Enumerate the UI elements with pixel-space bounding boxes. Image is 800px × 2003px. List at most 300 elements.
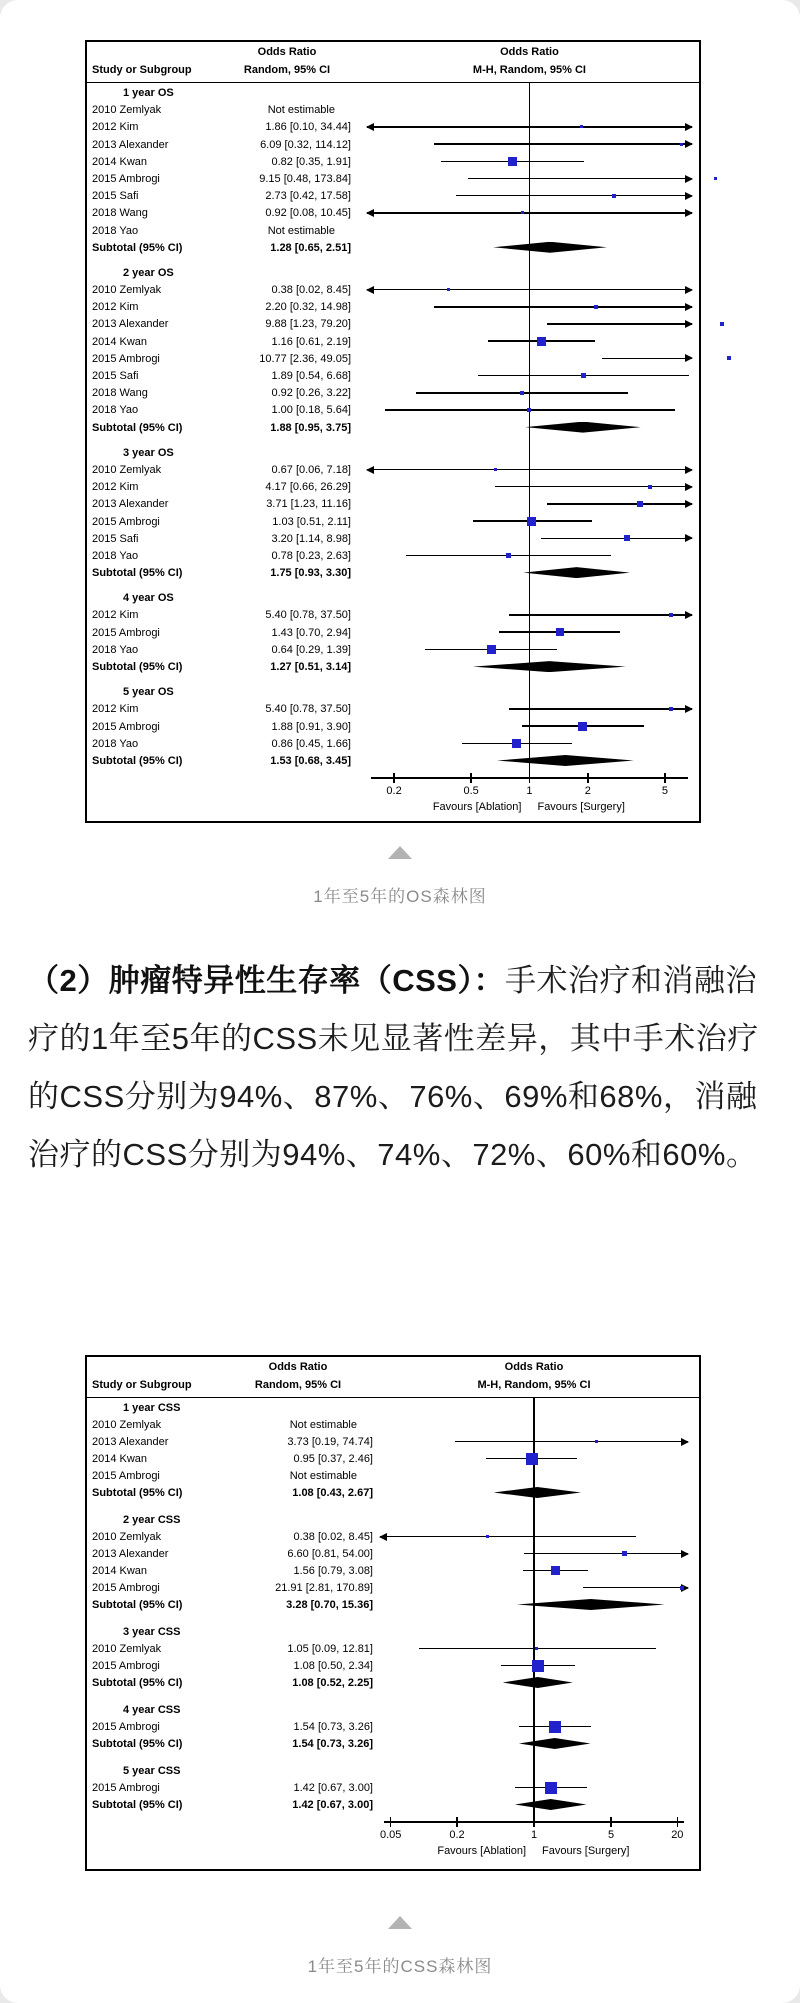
ci-line (541, 538, 692, 540)
point-estimate-square (648, 485, 652, 489)
point-estimate-square (526, 1453, 538, 1465)
plot-header (87, 1357, 699, 1398)
study-label: 2012 Kim (92, 481, 139, 494)
study-label: 2015 Ambrogi (92, 515, 160, 528)
pooled-diamond (493, 242, 607, 253)
study-row (87, 1718, 699, 1735)
axis-tick-label: 1 (526, 785, 533, 798)
study-row (87, 281, 699, 298)
study-row (87, 298, 699, 315)
subgroup-header-row (87, 264, 699, 281)
effect-estimate-text: 1.42 [0.67, 3.00] (292, 1799, 373, 1811)
effect-estimate-text: 0.67 [0.06, 7.18] (271, 463, 351, 476)
study-label: 2015 Ambrogi (92, 1721, 160, 1733)
ci-arrow-right (685, 123, 693, 131)
study-row (87, 1562, 699, 1579)
ci-line (455, 1441, 688, 1443)
ci-line (602, 358, 692, 360)
study-row (87, 1640, 699, 1657)
study-label: 2018 Wang (92, 387, 148, 400)
study-row (87, 1416, 699, 1433)
subgroup-header-row (87, 1701, 699, 1718)
study-label: 2013 Alexander (92, 1548, 169, 1560)
plot-rows (87, 84, 699, 769)
ci-arrow-left (366, 209, 374, 217)
pooled-diamond (503, 1677, 573, 1688)
study-label: 2018 Wang (92, 207, 148, 220)
study-label: Subtotal (95% CI) (92, 1738, 183, 1750)
study-label: 2012 Kim (92, 301, 139, 314)
point-estimate-square (624, 535, 630, 541)
axis-tick-label: 0.5 (463, 785, 479, 798)
ci-arrow-right (685, 483, 693, 491)
ci-arrow-right (685, 705, 693, 713)
study-label: 2015 Ambrogi (92, 1582, 160, 1594)
plot-column-title: Odds Ratio (504, 1361, 564, 1373)
effect-estimate-text: 4.17 [0.66, 26.29] (265, 481, 351, 494)
point-estimate-square (727, 356, 731, 360)
pooled-diamond (519, 1738, 591, 1749)
study-row (87, 478, 699, 495)
point-estimate-square (506, 553, 511, 558)
study-label: 2018 Yao (92, 404, 139, 417)
study-row (87, 315, 699, 332)
figure-caption-text: 1年至5年的CSS森林图 (307, 1957, 493, 1976)
effect-estimate-text: 3.20 [1.14, 8.98] (271, 532, 351, 545)
effect-estimate-text: 1.89 [0.54, 6.68] (271, 370, 351, 382)
plot-column-subheader: M-H, Random, 95% CI (477, 1379, 591, 1391)
study-label: Subtotal (95% CI) (92, 567, 183, 580)
subgroup-label: 5 year CSS (123, 1765, 181, 1777)
ci-line (456, 195, 692, 197)
ci-line (524, 1553, 688, 1555)
study-label: 2013 Alexander (92, 1436, 169, 1448)
subgroup-label: 1 year OS (123, 87, 174, 99)
study-row (87, 1545, 699, 1562)
triangle-up-icon (388, 846, 412, 859)
subgroup-label: 3 year OS (123, 446, 174, 459)
point-estimate-square (581, 373, 586, 378)
subgroup-header-row (87, 1399, 699, 1416)
paragraph-lead-bold: （2）肿瘤特异性生存率（CSS）： (28, 963, 505, 998)
effect-estimate-text: 21.91 [2.81, 170.89] (275, 1582, 373, 1594)
figure-caption-text: 1年至5年的OS森林图 (313, 887, 487, 906)
effect-estimate-text: 1.27 [0.51, 3.14] (270, 661, 351, 673)
study-label: 2014 Kwan (92, 1565, 148, 1577)
ci-line (547, 323, 692, 325)
ci-arrow-right (685, 303, 693, 311)
study-row (87, 547, 699, 564)
ci-arrow-right (685, 320, 693, 328)
point-estimate-square (714, 177, 717, 180)
subgroup-label: 5 year OS (123, 686, 174, 699)
subgroup-label: 4 year OS (123, 592, 174, 605)
axis-tick (393, 773, 395, 783)
effect-column-title: Odds Ratio (268, 1361, 328, 1373)
study-row (87, 170, 699, 187)
subtotal-row (87, 419, 699, 436)
study-label: 2014 Kwan (92, 1453, 148, 1465)
axis-tick-label: 5 (661, 785, 668, 798)
effect-estimate-text: 0.38 [0.02, 8.45] (293, 1531, 373, 1543)
study-column-header: Study or Subgroup (92, 64, 192, 76)
study-label: 2018 Yao (92, 737, 139, 750)
study-label: 2015 Safi (92, 190, 139, 203)
subgroup-header-row (87, 84, 699, 101)
subtotal-row (87, 239, 699, 256)
pooled-diamond (473, 661, 626, 672)
ci-line (367, 212, 692, 214)
subgroup-label: 1 year CSS (123, 1402, 181, 1414)
axis-tick-label: 0.05 (379, 1829, 402, 1841)
study-label: 2015 Ambrogi (92, 172, 160, 185)
figure-caption-css (0, 1916, 800, 1977)
paragraph-body-text: 手术治疗和消融治疗的1年至5年的CSS未见显著性差异，其中手术治疗的CSS分别为94%、87%、76%、69%和68%，消融治疗的CSS分别为94%、74%、72%、60%和60%。 (28, 963, 759, 1172)
effect-estimate-text: 1.08 [0.52, 2.25] (292, 1677, 373, 1689)
ci-line (509, 708, 692, 710)
study-label: 2014 Kwan (92, 155, 148, 168)
subgroup-header-row (87, 1511, 699, 1528)
pooled-diamond (525, 422, 641, 433)
effect-estimate-text: 6.09 [0.32, 114.12] (260, 138, 351, 151)
effect-estimate-text: 0.38 [0.02, 8.45] (271, 284, 351, 297)
effect-estimate-text: 3.28 [0.70, 15.36] (286, 1599, 373, 1611)
point-estimate-square (551, 1566, 560, 1575)
ci-arrow-right (685, 466, 693, 474)
study-label: Subtotal (95% CI) (92, 1799, 183, 1811)
point-estimate-square (680, 143, 683, 146)
pooled-diamond (494, 1487, 581, 1498)
subtotal-row (87, 752, 699, 769)
effect-estimate-text: 1.42 [0.67, 3.00] (293, 1782, 373, 1794)
point-estimate-square (720, 322, 724, 326)
effect-estimate-text: 2.73 [0.42, 17.58] (265, 190, 351, 203)
study-row (87, 153, 699, 170)
ci-arrow-left (366, 466, 374, 474)
effect-estimate-text: 1.88 [0.91, 3.90] (271, 720, 351, 733)
point-estimate-square (520, 391, 524, 395)
study-row (87, 1779, 699, 1796)
effect-estimate-text: 1.54 [0.73, 3.26] (292, 1738, 373, 1750)
plot-column-title: Odds Ratio (500, 46, 559, 58)
study-row (87, 118, 699, 135)
axis-tick-label: 5 (607, 1829, 615, 1841)
effect-estimate-text: 0.92 [0.26, 3.22] (271, 387, 351, 400)
subtotal-row (87, 1484, 699, 1501)
effect-estimate-text: 0.64 [0.29, 1.39] (271, 643, 351, 656)
study-row (87, 367, 699, 384)
point-estimate-square (637, 501, 643, 507)
effect-estimate-text: 5.40 [0.78, 37.50] (265, 703, 351, 716)
point-estimate-square (487, 645, 496, 654)
subgroup-label: 2 year OS (123, 266, 174, 279)
study-label: Subtotal (95% CI) (92, 421, 183, 434)
effect-estimate-text: 5.40 [0.78, 37.50] (265, 609, 351, 622)
pooled-diamond (517, 1599, 665, 1610)
point-estimate-square (556, 628, 564, 636)
ci-line (509, 614, 692, 616)
study-label: Subtotal (95% CI) (92, 241, 183, 254)
point-estimate-square (512, 739, 521, 748)
effect-estimate-text: 1.86 [0.10, 34.44] (265, 121, 351, 134)
effect-estimate-text: 1.54 [0.73, 3.26] (293, 1721, 373, 1733)
ci-line (367, 469, 692, 471)
plot-column-subheader: M-H, Random, 95% CI (472, 64, 586, 76)
effect-estimate-text: 6.60 [0.81, 54.00] (287, 1548, 373, 1560)
effect-estimate-text: 0.82 [0.35, 1.91] (271, 155, 351, 168)
study-label: 2015 Ambrogi (92, 1660, 160, 1672)
study-label: 2010 Zemlyak (92, 1419, 162, 1431)
point-estimate-square (622, 1551, 627, 1556)
study-row (87, 1579, 699, 1596)
point-estimate-square (447, 288, 450, 291)
ci-line (434, 143, 692, 145)
effect-estimate-text: 3.73 [0.19, 74.74] (287, 1436, 373, 1448)
study-row (87, 641, 699, 658)
effect-estimate-text: 9.15 [0.48, 173.84] (259, 172, 351, 185)
study-row (87, 401, 699, 418)
study-column-header: Study or Subgroup (92, 1379, 192, 1391)
subgroup-header-row (87, 444, 699, 461)
study-row (87, 136, 699, 153)
effect-estimate-text: 10.77 [2.36, 49.05] (259, 352, 351, 365)
study-label: 2013 Alexander (92, 138, 169, 151)
ci-arrow-left (366, 123, 374, 131)
study-row (87, 1450, 699, 1467)
point-estimate-square (537, 337, 546, 346)
axis-tick-label: 20 (671, 1829, 684, 1841)
point-estimate-square (527, 517, 536, 526)
point-estimate-square (580, 125, 583, 128)
subtotal-row (87, 1674, 699, 1691)
point-estimate-square (680, 1586, 684, 1590)
pooled-diamond (497, 755, 634, 766)
ci-arrow-right (685, 354, 693, 362)
study-row (87, 700, 699, 717)
study-label: 2018 Yao (92, 643, 139, 656)
ci-line (434, 306, 692, 308)
forest-plot-css (85, 1355, 701, 1871)
axis-tick (587, 773, 589, 783)
study-row (87, 606, 699, 623)
plot-rows (87, 1399, 699, 1813)
ci-line (547, 503, 692, 505)
effect-estimate-text: 3.71 [1.23, 11.16] (266, 498, 351, 511)
effect-estimate-text: 1.16 [0.61, 2.19] (271, 335, 351, 348)
effect-estimate-text: 0.78 [0.23, 2.63] (271, 549, 351, 562)
plot-axis (87, 769, 699, 821)
subtotal-row (87, 1735, 699, 1752)
effect-estimate-text: 9.88 [1.23, 79.20] (265, 318, 351, 331)
study-row (87, 101, 699, 118)
ci-line (367, 126, 692, 128)
study-row (87, 1528, 699, 1545)
effect-estimate-text: 1.43 [0.70, 2.94] (271, 626, 351, 639)
study-label: 2018 Yao (92, 224, 139, 237)
study-label: Subtotal (95% CI) (92, 661, 183, 673)
study-label: 2010 Zemlyak (92, 463, 162, 476)
ci-arrow-right (685, 611, 693, 619)
ci-arrow-right (685, 175, 693, 183)
effect-column-subheader: Random, 95% CI (254, 1379, 342, 1391)
point-estimate-square (521, 211, 524, 214)
subgroup-header-row (87, 1762, 699, 1779)
point-estimate-square (669, 613, 673, 617)
point-estimate-square (494, 468, 497, 471)
effect-estimate-text: 0.86 [0.45, 1.66] (271, 737, 351, 750)
subgroup-header-row (87, 1623, 699, 1640)
study-label: Subtotal (95% CI) (92, 1599, 183, 1611)
forest-plot-os (85, 40, 701, 823)
point-estimate-square (532, 1660, 544, 1672)
triangle-up-icon (388, 1916, 412, 1929)
ci-arrow-right (685, 500, 693, 508)
effect-estimate-text: 1.05 [0.09, 12.81] (287, 1643, 373, 1655)
study-row (87, 1467, 699, 1484)
subtotal-row (87, 564, 699, 581)
study-row (87, 222, 699, 239)
point-estimate-square (527, 408, 531, 412)
study-label: 2012 Kim (92, 609, 139, 622)
effect-estimate-text: 0.95 [0.37, 2.46] (293, 1453, 373, 1465)
axis-tick (470, 773, 472, 783)
ci-arrow-right (685, 209, 693, 217)
effect-estimate-text: Not estimable (289, 1419, 357, 1431)
subgroup-label: 2 year CSS (123, 1514, 181, 1526)
study-label: 2010 Zemlyak (92, 1643, 162, 1655)
ci-arrow-right (685, 286, 693, 294)
study-label: 2012 Kim (92, 703, 139, 716)
ci-arrow-right (681, 1438, 689, 1446)
study-label: 2015 Ambrogi (92, 352, 160, 365)
ci-arrow-right (685, 192, 693, 200)
study-label: Subtotal (95% CI) (92, 1677, 183, 1689)
null-effect-line (529, 83, 531, 778)
study-row (87, 1657, 699, 1674)
effect-estimate-text: Not estimable (267, 224, 335, 237)
axis-tick-label: 0.2 (386, 785, 402, 798)
subtotal-row (87, 658, 699, 675)
study-label: 2015 Safi (92, 370, 139, 382)
effect-estimate-text: Not estimable (267, 104, 335, 117)
point-estimate-square (545, 1782, 557, 1794)
effect-estimate-text: 0.92 [0.08, 10.45] (265, 207, 351, 220)
study-row (87, 495, 699, 512)
study-row (87, 624, 699, 641)
effect-estimate-text: 1.08 [0.43, 2.67] (292, 1487, 373, 1499)
ci-arrow-left (379, 1533, 387, 1541)
pooled-diamond (523, 567, 630, 578)
effect-estimate-text: 1.00 [0.18, 5.64] (271, 404, 351, 417)
study-label: 2013 Alexander (92, 498, 169, 511)
study-label: 2015 Ambrogi (92, 720, 160, 733)
study-label: 2015 Ambrogi (92, 626, 160, 639)
study-label: 2014 Kwan (92, 335, 148, 348)
point-estimate-square (594, 305, 598, 309)
study-label: 2010 Zemlyak (92, 104, 162, 117)
study-label: Subtotal (95% CI) (92, 1487, 183, 1499)
effect-estimate-text: 1.88 [0.95, 3.75] (270, 421, 351, 434)
point-estimate-square (612, 194, 616, 198)
body-paragraph (28, 952, 772, 1184)
effect-estimate-text: 1.53 [0.68, 3.45] (270, 754, 351, 767)
study-row (87, 333, 699, 350)
ci-line (495, 486, 692, 488)
axis-tick-label: 2 (584, 785, 591, 798)
ci-line (367, 289, 692, 291)
favours-left-label: Favours [Ablation] (432, 801, 522, 814)
axis-tick-label: 1 (530, 1829, 538, 1841)
study-label: 2018 Yao (92, 549, 139, 562)
study-row (87, 718, 699, 735)
point-estimate-square (578, 722, 587, 731)
subgroup-header-row (87, 589, 699, 606)
ci-arrow-right (685, 534, 693, 542)
plot-axis (87, 1813, 699, 1869)
favours-left-label: Favours [Ablation] (437, 1845, 526, 1857)
effect-estimate-text: 1.28 [0.65, 2.51] (270, 241, 351, 254)
figure-caption-os (0, 846, 800, 907)
ci-arrow-left (366, 286, 374, 294)
study-label: 2010 Zemlyak (92, 1531, 162, 1543)
subgroup-header-row (87, 683, 699, 700)
study-label: 2015 Safi (92, 532, 139, 545)
ci-arrow-right (685, 140, 693, 148)
axis-tick (390, 1817, 392, 1827)
axis-tick (456, 1817, 458, 1827)
study-row (87, 204, 699, 221)
point-estimate-square (595, 1440, 598, 1443)
effect-estimate-text: Not estimable (289, 1470, 357, 1482)
study-label: 2012 Kim (92, 121, 139, 134)
effect-estimate-text: 1.75 [0.93, 3.30] (270, 567, 351, 580)
axis-tick (664, 773, 666, 783)
study-label: 2013 Alexander (92, 318, 169, 331)
favours-right-label: Favours [Surgery] (537, 801, 625, 814)
plot-header (87, 42, 699, 83)
effect-estimate-text: 1.08 [0.50, 2.34] (293, 1660, 373, 1672)
effect-estimate-text: 2.20 [0.32, 14.98] (265, 301, 351, 314)
ci-line (380, 1536, 636, 1538)
ci-line (468, 178, 692, 180)
study-label: 2015 Ambrogi (92, 1470, 160, 1482)
point-estimate-square (535, 1647, 538, 1650)
study-row (87, 384, 699, 401)
point-estimate-square (549, 1721, 561, 1733)
axis-tick (610, 1817, 612, 1827)
study-label: 2010 Zemlyak (92, 284, 162, 297)
study-label: Subtotal (95% CI) (92, 754, 183, 767)
subtotal-row (87, 1596, 699, 1613)
study-row (87, 187, 699, 204)
subgroup-label: 4 year CSS (123, 1704, 181, 1716)
effect-estimate-text: 1.03 [0.51, 2.11] (272, 515, 351, 528)
favours-right-label: Favours [Surgery] (542, 1845, 630, 1857)
study-row (87, 350, 699, 367)
subgroup-label: 3 year CSS (123, 1626, 181, 1638)
axis-tick (677, 1817, 679, 1827)
study-row (87, 1433, 699, 1450)
point-estimate-square (486, 1535, 489, 1538)
study-row (87, 530, 699, 547)
study-row (87, 513, 699, 530)
effect-column-subheader: Random, 95% CI (243, 64, 331, 76)
study-row (87, 735, 699, 752)
study-label: 2015 Ambrogi (92, 1782, 160, 1794)
axis-tick-label: 0.2 (449, 1829, 465, 1841)
pooled-diamond (515, 1799, 587, 1810)
effect-estimate-text: 1.56 [0.79, 3.08] (293, 1565, 373, 1577)
